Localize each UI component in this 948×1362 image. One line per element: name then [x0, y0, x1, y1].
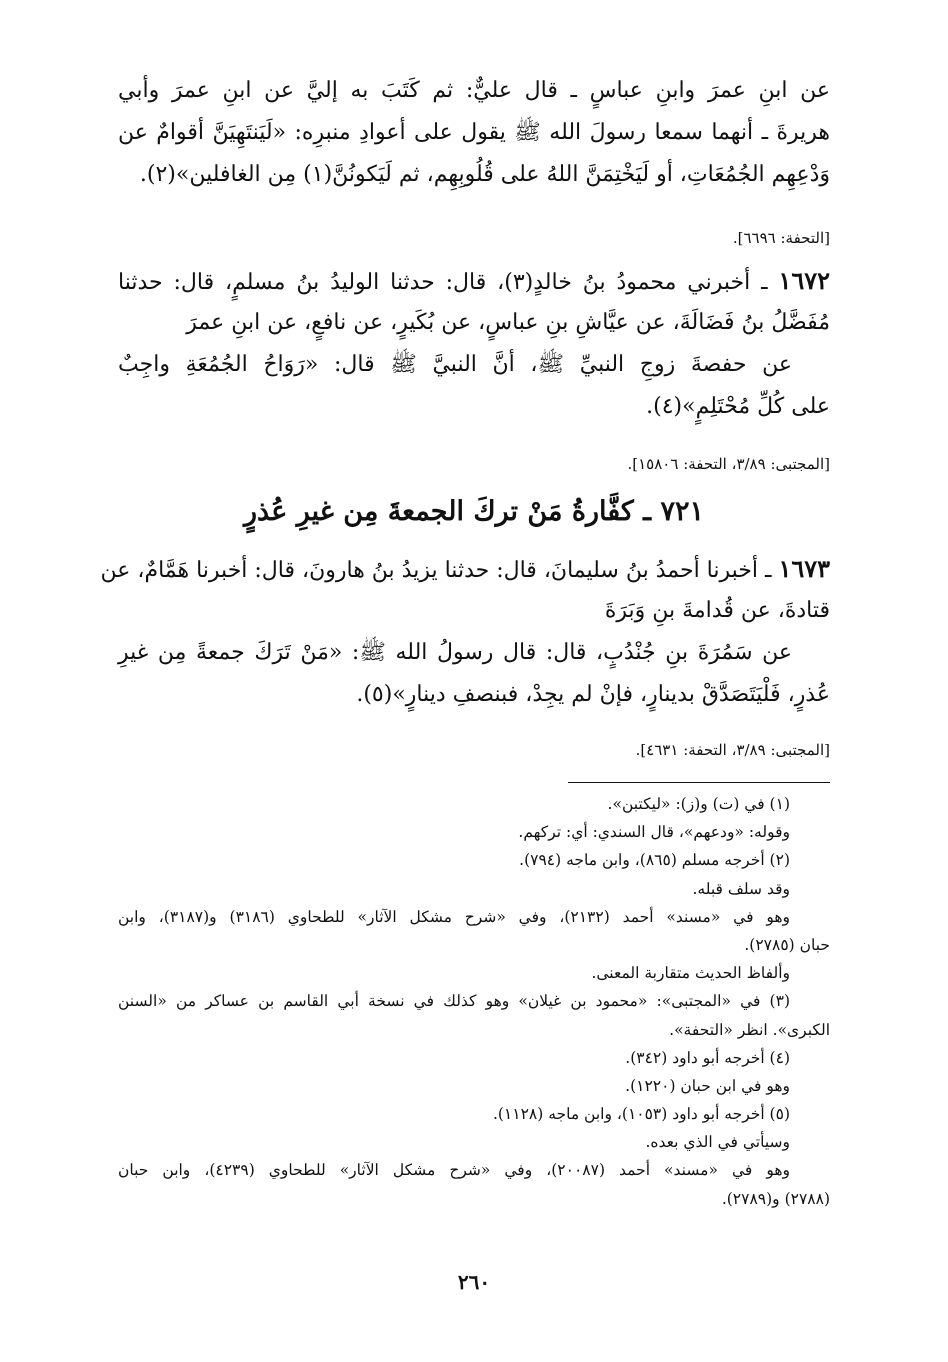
hadith-1673-first-line — [100, 548, 830, 590]
footnote-line: وسيأتي في الذي بعده. — [645, 1133, 790, 1152]
text-fragment: ـ أخبرنا أحمدُ بنُ سليمانَ، قال: حدثنا يزيدُ بنُ هارونَ، قال: أخبرنا هَمَّامٌ، عن — [100, 558, 779, 583]
text-fragment: ـ أخبرني محمودُ بنُ خالدٍ(٣)، قال: حدثنا الوليدُ بنُ مسلمٍ، قال: حدثنا — [118, 270, 779, 295]
text-line: عن سَمُرَةَ بنِ جُنْدُبٍ، قال: قال رسولُ الله ﷺ: «مَنْ تَرَكَ جمعةً مِن غيرِ — [118, 640, 792, 665]
footnote-line: وهو في ابن حبان (١٢٢٠). — [625, 1076, 790, 1095]
hadith-1672 — [118, 260, 830, 428]
footnote-line: حبان (٢٧٨٥). — [744, 935, 830, 954]
page-number: ٢٦٠ — [457, 1270, 491, 1294]
footnote-line: (٣) في «المجتبى»: «محمود بن غيلان» وهو كذلك في نسخة أبي القاسم بن عساكر من «السنن — [118, 992, 790, 1011]
hadith-1673 — [100, 548, 830, 716]
text-line: هريرةَ ـ أنهما سمعا رسولَ الله ﷺ يقول على أعوادِ منبرِه: «لَيَنتَهِيَنَّ أقوامٌ عن — [118, 120, 830, 145]
footnote-line: (٤) أخرجه أبو داود (٣٤٢). — [625, 1048, 790, 1067]
reference-1671: [التحفة: ٦٦٩٦]. — [732, 229, 830, 247]
footnote-line: وقوله: «ودعهم»، قال السندي: أي: تركهم. — [518, 823, 790, 842]
text-line: قتادةَ، عن قُدامةَ بنِ وَبَرَةَ — [604, 598, 830, 623]
footnote-line: وألفاظ الحديث متقاربة المعنى. — [591, 964, 790, 983]
text-line: على كُلِّ مُحْتَلِمٍ»(٤). — [646, 394, 830, 419]
hadith-1671-continuation — [118, 70, 830, 196]
hadith-number: ١٦٧٢ — [778, 266, 831, 295]
footnote-line: وهو في «مسند» أحمد (٢٠٠٨٧)، وفي «شرح مشكل الآثار» للطحاوي (٤٢٣٩)، وابن حبان — [118, 1161, 790, 1180]
footnote-line: وقد سلف قبله. — [692, 879, 790, 898]
footnotes — [118, 790, 830, 1213]
hadith-1672-first-line — [118, 260, 830, 302]
footnote-line: (٥) أخرجه أبو داود (١٠٥٣)، وابن ماجه (١١٢٨). — [492, 1105, 790, 1124]
text-line: مُفَضَّلُ بنُ فَضَالَةَ، عن عيَّاشِ بنِ عباسٍ، عن بُكَيرٍ، عن نافعٍ، عن ابنِ عمرَ — [186, 310, 830, 335]
reference-1673: [المجتبى: ٣/٨٩، التحفة: ٤٦٣١]. — [635, 741, 830, 759]
footnote-separator — [568, 782, 830, 783]
hadith-number: ١٦٧٣ — [778, 554, 830, 583]
text-line: وَدْعِهِم الجُمُعَاتِ، أو لَيَخْتِمَنَّ اللهُ على قُلُوبِهِم، ثم لَيَكونُنَّ(١) مِن الغافلين»(٢). — [139, 162, 830, 187]
text-line: عن ابنِ عمرَ وابنِ عباسٍ ـ قال عليٌّ: ثم كَتَبَ به إليَّ عن ابنِ عمرَ وأبي — [118, 78, 830, 103]
footnote-line: (٢) أخرجه مسلم (٨٦٥)، وابن ماجه (٧٩٤). — [519, 851, 790, 870]
footnote-line: الكبرى». انظر «التحفة». — [669, 1020, 830, 1039]
reference-1672: [المجتبى: ٣/٨٩، التحفة: ١٥٨٠٦]. — [627, 455, 830, 473]
chapter-heading: ٧٢١ ـ كفَّارةُ مَنْ تركَ الجمعةَ مِن غيرِ عُذرٍ — [244, 496, 704, 527]
footnote-line: (١) في (ت) و(ز): «ليكتبن». — [607, 795, 790, 813]
text-line: عن حفصةَ زوجِ النبيِّ ﷺ، أنَّ النبيَّ ﷺ قال: «رَوَاحُ الجُمُعَةِ واجِبٌ — [118, 352, 792, 377]
text-line: عُذرٍ، فَلْيَتَصَدَّقْ بدينارٍ، فإنْ لم يجِدْ، فبنصفِ دينارٍ»(٥). — [356, 682, 830, 707]
footnote-line: وهو في «مسند» أحمد (٢١٣٢)، وفي «شرح مشكل الآثار» للطحاوي (٣١٨٦) و(٣١٨٧)، وابن — [118, 907, 790, 926]
footnote-line: (٢٧٨٨) و(٢٧٨٩). — [721, 1189, 830, 1208]
